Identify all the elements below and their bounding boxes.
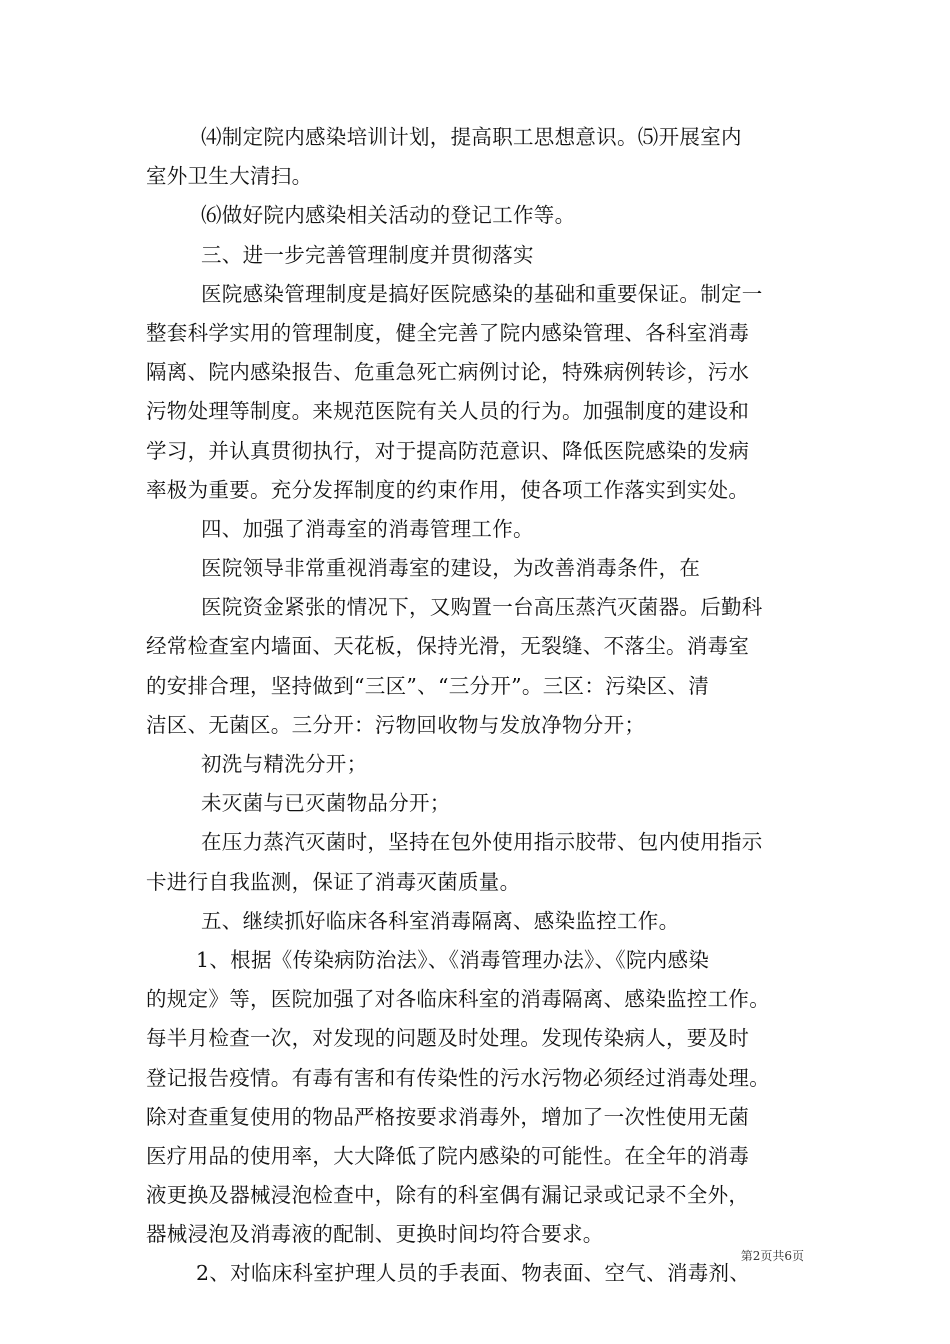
paragraph-line: 除对查重复使用的物品严格按要求消毒外，增加了一次性使用无菌: [146, 1104, 750, 1129]
section-heading: 五、继续抓好临床各科室消毒隔离、感染监控工作。: [201, 908, 680, 933]
paragraph-line: 登记报告疫情。有毒有害和有传染性的污水污物必须经过消毒处理。: [146, 1065, 770, 1090]
paragraph-line: 液更换及器械浸泡检查中，除有的科室偶有漏记录或记录不全外，: [146, 1183, 750, 1208]
paragraph-line: 的规定》等，医院加强了对各临床科室的消毒隔离、感染监控工作。: [146, 987, 770, 1012]
paragraph-line: 医疗用品的使用率，大大降低了院内感染的可能性。在全年的消毒: [146, 1143, 750, 1168]
paragraph-line: 卡进行自我监测，保证了消毒灭菌质量。: [146, 869, 521, 894]
paragraph-line: 初洗与精洗分开；: [201, 752, 368, 776]
paragraph-line: 器械浸泡及消毒液的配制、更换时间均符合要求。: [146, 1222, 604, 1247]
paragraph-line: 在压力蒸汽灭菌时，坚持在包外使用指示胶带、包内使用指示: [201, 830, 763, 855]
section-heading: 四、加强了消毒室的消毒管理工作。: [201, 516, 534, 541]
paragraph-line: 经常检查室内墙面、天花板，保持光滑，无裂缝、不落尘。消毒室: [146, 634, 750, 659]
paragraph-line: 整套科学实用的管理制度，健全完善了院内感染管理、各科室消毒: [146, 320, 750, 345]
paragraph-line: 室外卫生大清扫。: [146, 164, 313, 189]
document-body: [146, 118, 814, 1294]
paragraph-line: 污物处理等制度。来规范医院有关人员的行为。加强制度的建设和: [146, 399, 750, 424]
section-heading: 三、进一步完善管理制度并贯彻落实: [201, 242, 534, 267]
paragraph-line: 医院领导非常重视消毒室的建设，为改善消毒条件，在: [201, 556, 701, 581]
paragraph-line: 2、对临床科室护理人员的手表面、物表面、空气、消毒剂、: [196, 1261, 751, 1286]
paragraph-line: ⑷制定院内感染培训计划，提高职工思想意识。⑸开展室内: [201, 125, 742, 149]
paragraph-line: 洁区、无菌区。三分开：污物回收物与发放净物分开；: [146, 712, 646, 737]
paragraph-line: 未灭菌与已灭菌物品分开；: [201, 791, 451, 816]
paragraph-line: 1、根据《传染病防治法》、《消毒管理办法》、《院内感染: [196, 947, 710, 972]
paragraph-line: 的安排合理，坚持做到“三区”、“三分开”。三区：污染区、清: [146, 673, 710, 698]
paragraph-line: 医院资金紧张的情况下，又购置一台高压蒸汽灭菌器。后勤科: [201, 595, 763, 620]
paragraph-line: 每半月检查一次，对发现的问题及时处理。发现传染病人，要及时: [146, 1026, 750, 1051]
paragraph-line: 医院感染管理制度是搞好医院感染的基础和重要保证。制定一: [201, 281, 763, 306]
paragraph-line: ⑹做好院内感染相关活动的登记工作等。: [201, 203, 576, 228]
paragraph-line: 学习，并认真贯彻执行，对于提高防范意识、降低医院感染的发病: [146, 438, 750, 463]
paragraph-line: 率极为重要。充分发挥制度的约束作用，使各项工作落实到实处。: [146, 477, 750, 502]
page-number: 第2页共6页: [740, 1249, 804, 1263]
paragraph-line: 隔离、院内感染报告、危重急死亡病例讨论，特殊病例转诊，污水: [146, 360, 750, 385]
